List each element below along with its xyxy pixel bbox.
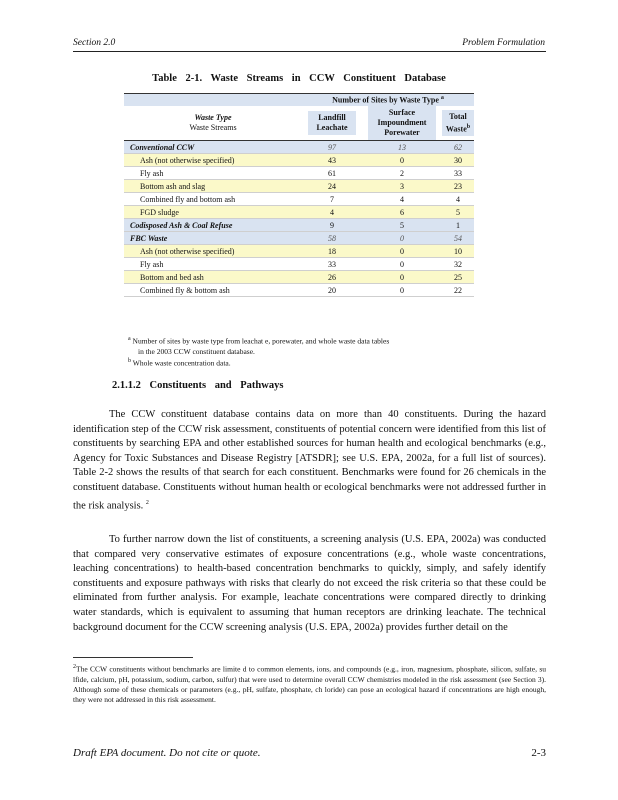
landfill-count: 20	[302, 284, 362, 297]
table-row	[124, 258, 474, 271]
surface-count: 2	[362, 167, 442, 180]
total-count: 5	[442, 206, 474, 219]
footnote: $^2$The CCW constituents without benchmarks are limite d to common elements, ions, and compounds (e.g., iron, magnesium, phosphate, silicon, sulfate, su lfide, calcium, pH, potassium, sodium, carbon, sulfur) that were used to determine overall CCW chemistries modeled in the risk assessment (see Section 3). Although some of these chemicals or parameters (e.g., pH, sulfate, phosphate, ch loride) can pose an ecological hazard if concentrations are high enough, they were not addressed in this risk assessment.	[73, 664, 546, 705]
col-waste-type: Waste Type Waste Streams	[124, 106, 302, 141]
row-label: Fly ash	[124, 258, 302, 271]
table-row	[124, 284, 474, 297]
surface-count: 5	[362, 219, 442, 232]
landfill-count: 9	[302, 219, 362, 232]
table-group-header-row	[124, 94, 474, 107]
table-note-a: $^a$ Number of sites by waste type from leachat e, porewater, and whole waste data tables in the 2003 CCW constituent database.	[128, 336, 390, 356]
footnote-rule	[73, 657, 193, 658]
surface-count: 0	[362, 154, 442, 167]
paragraph-constituents: The CCW constituent database contains data on more than 40 constituents. During the hazard identification step of the CCW risk assessment, constituents of potential concern were identified from this list of constituents by searching EPA and other established sources for human health and ecological benchmarks (e.g., Agency for Toxic Substances and Disease Registry [ATSDR]; see U.S. EPA, 2002a, for a full list of sources). Table 2-2 shows the results of that search for each constituent. Benchmarks were found for 26 chemicals in the constituent database. Constituents without human health or ecological benchmarks were not addressed further in the risk analysis. $^2$	[73, 409, 546, 512]
page-footer	[73, 747, 546, 759]
total-count: 1	[442, 219, 474, 232]
total-count: 32	[442, 258, 474, 271]
row-label: Codisposed Ash & Coal Refuse	[124, 219, 302, 232]
surface-count: 0	[362, 245, 442, 258]
landfill-count: 43	[302, 154, 362, 167]
landfill-count: 58	[302, 232, 362, 245]
page-number: 2-3	[531, 747, 546, 759]
surface-count: 0	[362, 271, 442, 284]
table-row	[124, 206, 474, 219]
footer-disclaimer: Draft EPA document. Do not cite or quote.	[73, 747, 261, 759]
landfill-count: 97	[302, 141, 362, 154]
table-row	[124, 180, 474, 193]
group-header: Number of Sites by Waste Type $^a$	[302, 94, 474, 107]
table-row	[124, 167, 474, 180]
table-body	[124, 141, 474, 297]
table-row	[124, 219, 474, 232]
row-label: Fly ash	[124, 167, 302, 180]
col-landfill-leachate: Landfill Leachate	[302, 106, 362, 141]
surface-count: 3	[362, 180, 442, 193]
total-count: 30	[442, 154, 474, 167]
table-row	[124, 154, 474, 167]
header-section: Section 2.0	[73, 38, 116, 48]
landfill-count: 33	[302, 258, 362, 271]
row-label: Combined fly and bottom ash	[124, 193, 302, 206]
table-row	[124, 193, 474, 206]
surface-count: 0	[362, 258, 442, 271]
surface-count: 4	[362, 193, 442, 206]
row-label: Combined fly & bottom ash	[124, 284, 302, 297]
table-row	[124, 271, 474, 284]
table-row	[124, 141, 474, 154]
table-note-b: $^b$ Whole waste concentration data.	[128, 358, 231, 368]
total-count: 10	[442, 245, 474, 258]
total-count: 4	[442, 193, 474, 206]
total-count: 54	[442, 232, 474, 245]
landfill-count: 18	[302, 245, 362, 258]
table-row	[124, 232, 474, 245]
section-heading: 2.1.1.2 Constituents and Pathways	[112, 380, 284, 391]
total-count: 23	[442, 180, 474, 193]
surface-count: 6	[362, 206, 442, 219]
total-count: 25	[442, 271, 474, 284]
row-label: Bottom ash and slag	[124, 180, 302, 193]
surface-count: 0	[362, 232, 442, 245]
waste-streams-table	[124, 93, 474, 297]
table-row	[124, 245, 474, 258]
table-column-header-row	[124, 106, 474, 141]
row-label: Ash (not otherwise specified)	[124, 154, 302, 167]
landfill-count: 26	[302, 271, 362, 284]
total-count: 33	[442, 167, 474, 180]
surface-count: 13	[362, 141, 442, 154]
row-label: FGD sludge	[124, 206, 302, 219]
total-count: 62	[442, 141, 474, 154]
col-total-waste: Total Waste$^b$	[442, 106, 474, 141]
row-label: Ash (not otherwise specified)	[124, 245, 302, 258]
landfill-count: 7	[302, 193, 362, 206]
surface-count: 0	[362, 284, 442, 297]
header-chapter: Problem Formulation	[462, 38, 545, 48]
row-label: Bottom and bed ash	[124, 271, 302, 284]
total-count: 22	[442, 284, 474, 297]
paragraph-screening: To further narrow down the list of constituents, a screening analysis (U.S. EPA, 2002a) was conducted that compared very conservative estimates of exposure concentrations (e.g., whole waste concentrations, leaching concentrations) to health-based concentration benchmarks to quickly, simply, and safely identify constituents and exposure pathways with risks that clearly do not exceed the risk criteria so that these could be eliminated from further analysis. For example, leachate concentrations were compared directly to drinking water standards, which is equivalent to assuming that human receptors are drinking leachate. The technical background document for the CCW screening analysis (U.S. EPA, 2002a) provides further detail on the	[73, 534, 546, 633]
table-title: Table 2-1. Waste Streams in CCW Constituent Database	[152, 73, 446, 84]
landfill-count: 4	[302, 206, 362, 219]
row-label: FBC Waste	[124, 232, 302, 245]
landfill-count: 61	[302, 167, 362, 180]
row-label: Conventional CCW	[124, 141, 302, 154]
col-surface-impoundment: Surface Impoundment Porewater	[362, 106, 442, 141]
header-rule	[73, 51, 546, 52]
landfill-count: 24	[302, 180, 362, 193]
